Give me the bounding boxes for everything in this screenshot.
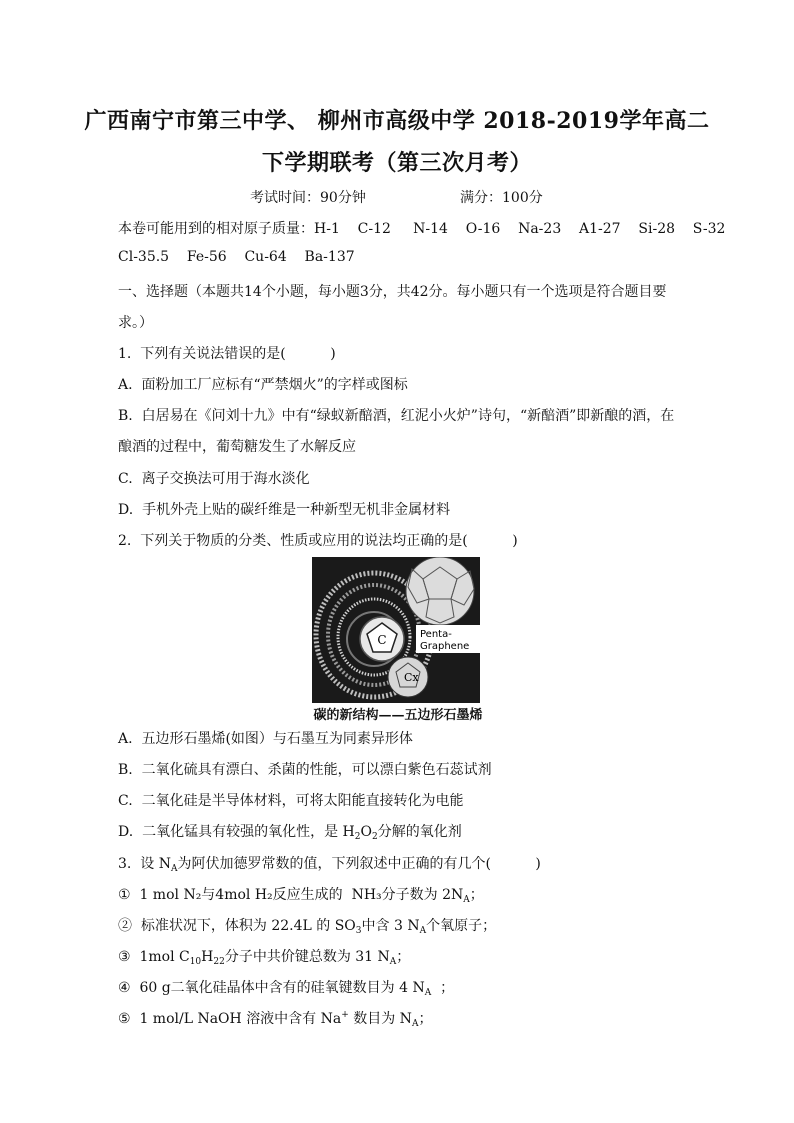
q3-item-1-end: ； <box>469 887 484 903</box>
q3-stem-text-1: 3. 设 N <box>118 856 171 872</box>
exam-full-score: 满分：100分 <box>460 190 543 206</box>
figure-label-graphene: Graphene <box>420 641 470 652</box>
q3-item-2-text-2: 中含 3 N <box>361 918 420 934</box>
q3-item-3-sub-2: 22 <box>213 957 225 967</box>
penta-graphene-figure <box>312 557 480 703</box>
q2-option-d <box>118 821 462 842</box>
q2-option-b: B. 二氧化硫具有漂白、杀菌的性能，可以漂白紫色石蕊试剂 <box>118 762 492 778</box>
figure-label-penta: Penta- <box>420 629 452 640</box>
q3-item-5-text-1: ⑤ 1 mol/L NaOH 溶液中含有 Na <box>118 1011 342 1027</box>
q3-item-2-sub-2: A <box>419 926 427 936</box>
q3-item-1-text: ① 1 mol N₂与4mol H₂反应生成的 NH₃分子数为 2N <box>118 887 464 903</box>
q3-item-5-end: ； <box>418 1011 433 1027</box>
q2-stem: 2. 下列关于物质的分类、性质或应用的说法均正确的是( ) <box>118 533 518 549</box>
section-heading-line-2: 求。） <box>118 315 153 331</box>
q3-item-2-text-3: 个氧原子； <box>426 918 497 934</box>
q2-option-c: C. 二氧化硅是半导体材料，可将太阳能直接转化为电能 <box>118 793 464 809</box>
q3-item-5-sup: + <box>341 1010 349 1020</box>
q1-option-b-line-2: 酿酒的过程中，葡萄糖发生了水解反应 <box>118 439 356 455</box>
atomic-masses-line-1: 本卷可能用到的相对原子质量：H-1 C-12 N-14 O-16 Na-23 A1-27 Si-28 S-32 <box>118 221 726 237</box>
q2-d-text-3: 分解的氧化剂 <box>377 824 462 840</box>
q2-d-sub-1: 2 <box>354 832 361 842</box>
q3-item-3-text-2: H <box>201 949 214 965</box>
q1-option-d: D. 手机外壳上贴的碳纤维是一种新型无机非金属材料 <box>118 502 451 518</box>
q2-option-a: A. 五边形石墨烯(如图）与石墨互为同素异形体 <box>118 731 413 747</box>
q3-item-3-text-3: 分子中共价键总数为 31 N <box>224 949 390 965</box>
q3-stem <box>118 853 541 874</box>
penta-graphene-illustration <box>312 557 480 703</box>
q3-item-5 <box>118 1008 432 1029</box>
q3-item-3-sub-1: 10 <box>189 957 202 967</box>
q1-option-c: C. 离子交换法可用于海水淡化 <box>118 471 310 487</box>
figure-label-c: C <box>377 633 387 647</box>
exam-title-line-2: 下学期联考（第三次月考） <box>261 150 532 176</box>
q3-item-5-text-2: 数目为 N <box>348 1011 412 1027</box>
q3-item-4-text: ④ 60 g二氧化硅晶体中含有的硅氧键数目为 4 N <box>118 980 425 996</box>
section-heading-line-1: 一、选择题（本题共14个小题，每小题3分，共42分。每小题只有一个选项是符合题目要 <box>118 284 667 300</box>
q3-stem-sub: A <box>170 864 178 874</box>
figure-caption: 碳的新结构——五边形石墨烯 <box>313 708 483 723</box>
q3-item-1 <box>118 884 484 905</box>
q3-item-1-sub: A <box>463 895 470 905</box>
exam-time: 考试时间：90分钟 <box>250 190 366 206</box>
q3-item-3-end: ； <box>396 949 411 965</box>
q1-option-a: A. 面粉加工厂应标有“严禁烟火”的字样或图标 <box>118 377 408 393</box>
q1-option-b-line-1: B. 白居易在《问刘十九》中有“绿蚁新醅酒，红泥小火炉”诗句，“新醅酒”即新酿的酒，在 <box>118 408 675 424</box>
atomic-masses-line-2: Cl-35.5 Fe-56 Cu-64 Ba-137 <box>118 249 355 265</box>
q1-stem: 1. 下列有关说法错误的是( ) <box>118 346 336 362</box>
q3-item-4 <box>118 977 454 998</box>
q3-item-3 <box>118 946 410 967</box>
q2-d-text-2: O <box>360 824 372 840</box>
q3-item-5-sub: A <box>411 1019 419 1029</box>
figure-label-cx: Cx <box>404 671 419 684</box>
q3-item-3-text-1: ③ 1mol C <box>118 949 190 965</box>
q2-d-sub-2: 2 <box>371 832 378 842</box>
exam-title-line-1: 广西南宁市第三中学、 柳州市高级中学 2018-2019学年高二 <box>84 108 710 134</box>
q3-item-2-text-1: ② 标准状况下，体积为 22.4L 的 SO <box>118 918 356 934</box>
q3-item-2 <box>118 915 496 936</box>
q3-stem-text-2: 为阿伏加德罗常数的值，下列叙述中正确的有几个( ) <box>177 856 541 872</box>
q3-item-4-sub: A <box>424 988 432 998</box>
q3-item-2-sub-1: 3 <box>355 926 362 936</box>
q2-d-text-1: D. 二氧化锰具有较强的氧化性，是 H <box>118 824 355 840</box>
q3-item-4-end: ； <box>431 980 455 996</box>
q3-item-3-sub-3: A <box>389 957 397 967</box>
